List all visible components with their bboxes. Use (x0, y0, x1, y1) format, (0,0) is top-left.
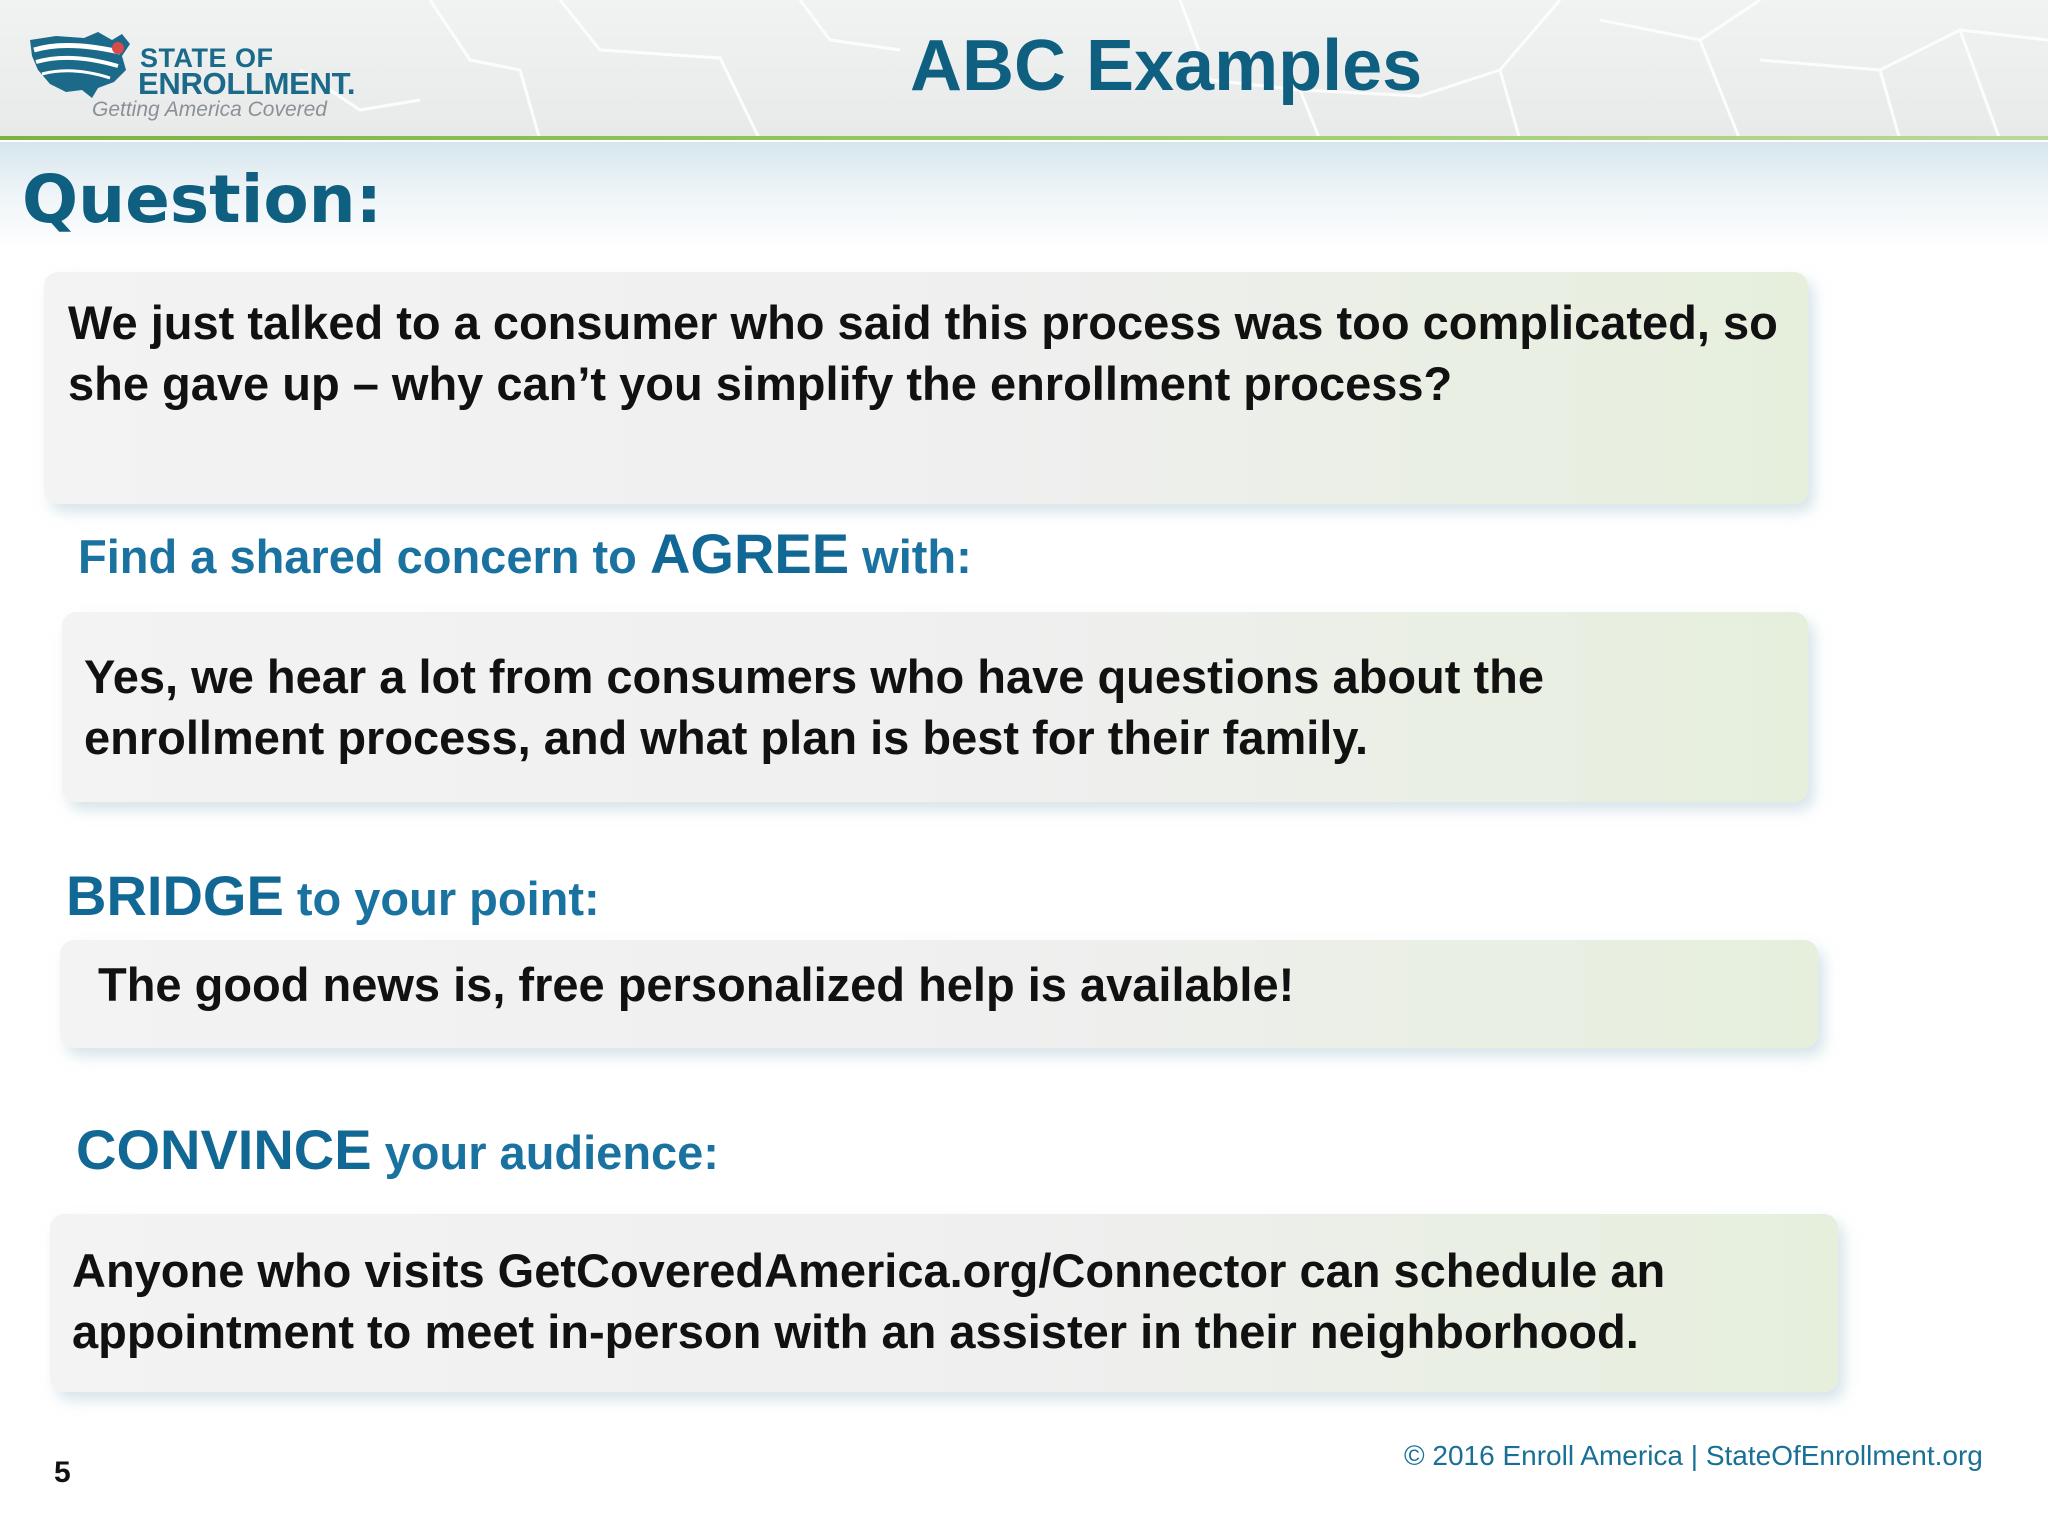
bridge-heading (66, 866, 600, 941)
question-box (44, 272, 1808, 504)
logo-text-state-of: STATE OF (140, 43, 274, 73)
bridge-text: The good news is, free personalized help is available! (98, 958, 1295, 1011)
logo-tagline: Getting America Covered (92, 98, 327, 121)
question-text: We just talked to a consumer who said this process was too complicated, so she gave up – why can’t you simplify the enrollment process? (68, 296, 1778, 410)
bridge-box (60, 940, 1818, 1048)
agree-box (62, 612, 1808, 802)
state-of-enrollment-logo (26, 26, 366, 126)
bridge-heading-post: to your point: (283, 872, 600, 925)
agree-text: Yes, we hear a lot from consumers who have questions about the enrollment process, and what plan is best for their family. (84, 650, 1544, 764)
convince-text: Anyone who visits GetCoveredAmerica.org/Connector can schedule an appointment to meet in-person with an assister in their neighborhood. (72, 1244, 1666, 1358)
logo-text-enrollment: ENROLLMENT. (138, 66, 356, 101)
convince-heading (76, 1120, 719, 1195)
agree-heading-pre: Find a shared concern to (78, 530, 650, 583)
agree-heading (78, 524, 972, 599)
bridge-heading-key: BRIDGE (66, 864, 284, 927)
convince-heading-post: your audience: (371, 1126, 719, 1179)
agree-heading-key: AGREE (649, 522, 850, 585)
slide-title: ABC Examples (910, 26, 1423, 106)
question-heading: Question: (22, 161, 383, 238)
agree-heading-post: with: (849, 530, 972, 583)
convince-heading-key: CONVINCE (76, 1118, 372, 1181)
footer-copyright: © 2016 Enroll America | StateOfEnrollment.org (1404, 1440, 1983, 1471)
header-green-rule (0, 136, 2048, 140)
us-map-logo-icon (26, 26, 146, 106)
convince-box (50, 1214, 1838, 1392)
page-number: 5 (54, 1456, 71, 1489)
